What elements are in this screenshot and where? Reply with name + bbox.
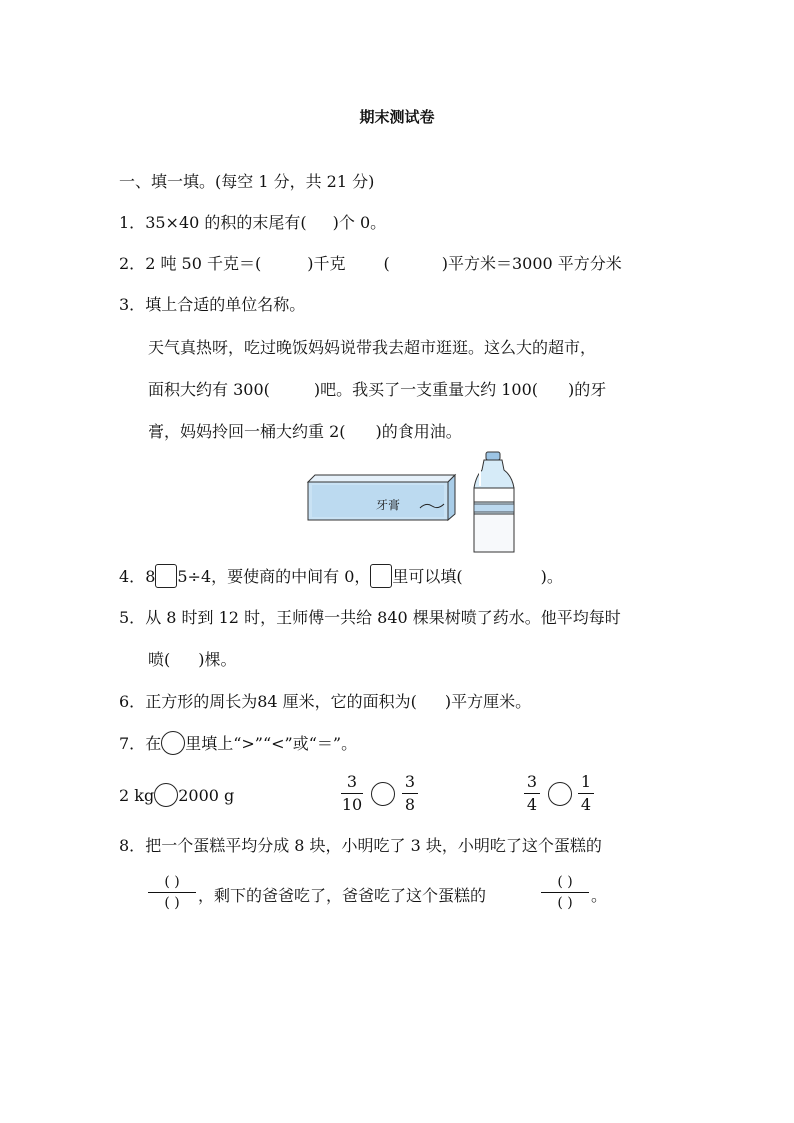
- question-1: [119, 211, 386, 235]
- comparison-circle[interactable]: [371, 782, 395, 806]
- toothpaste-label: 牙膏: [375, 498, 401, 512]
- fraction-1-4: 1 4: [578, 772, 594, 815]
- fraction-answer-blank[interactable]: ( ) ( ): [541, 874, 589, 911]
- comparison-circle[interactable]: [154, 783, 178, 807]
- question-text: )千克: [307, 254, 346, 273]
- question-3-passage-line: 天气真热呀，吃过晚饭妈妈说带我去超市逛逛。这么大的超市，: [148, 338, 597, 357]
- question-number: 4．: [119, 567, 146, 586]
- question-3: [119, 293, 305, 317]
- toothpaste-and-oil-illustration: [300, 448, 530, 556]
- question-6: 6．正方形的周长为84 厘米，它的面积为( )平方厘米。: [119, 692, 532, 711]
- page-title: 期末测试卷: [359, 108, 435, 126]
- question-8-line-2: ，剩下的爸爸吃了，爸爸吃了这个蛋糕的: [198, 886, 487, 905]
- question-number: 3．: [119, 295, 146, 314]
- question-text: 填上合适的单位名称。: [145, 295, 306, 314]
- question-8-end: 。: [591, 886, 608, 905]
- fraction-answer-blank[interactable]: ( ) ( ): [148, 874, 196, 911]
- toothpaste-box-icon: [308, 475, 455, 520]
- question-text: )平方米＝3000 平方分米: [441, 254, 622, 273]
- fraction-3-8: 3 8: [402, 772, 418, 815]
- question-3-passage-line: 膏，妈妈拎回一桶大约重 2( )的食用油。: [148, 422, 462, 441]
- question-3-passage-line: 面积大约有 300( )吧。我买了一支重量大约 100( )的牙: [148, 380, 607, 399]
- question-text: 35×40 的积的末尾有(: [145, 213, 307, 232]
- comparison-1: 2 kg 2000 g: [119, 783, 234, 808]
- circle-symbol-icon: [161, 731, 185, 755]
- question-text: (: [383, 254, 390, 273]
- question-4: 4．8 5÷4，要使商的中间有 0， 里可以填( )。: [119, 564, 563, 589]
- square-answer-box[interactable]: [155, 564, 177, 588]
- question-number: 8．: [119, 836, 146, 855]
- question-number: 7．: [119, 734, 146, 753]
- question-text: )个 0。: [332, 213, 387, 232]
- oil-bottle-icon: [474, 452, 514, 552]
- question-5-line-2: 喷( )棵。: [148, 650, 237, 669]
- fraction-3-10: 3 10: [341, 772, 363, 814]
- fraction-3-4: 3 4: [524, 772, 540, 815]
- question-number: 1．: [119, 213, 146, 232]
- question-2: [119, 252, 622, 276]
- question-8: 8．把一个蛋糕平均分成 8 块，小明吃了 3 块，小明吃了这个蛋糕的: [119, 836, 602, 855]
- comparison-circle[interactable]: [548, 782, 572, 806]
- question-text: 2 吨 50 千克＝(: [145, 254, 262, 273]
- question-5: 5．从 8 时到 12 时，王师傅一共给 840 棵果树喷了药水。他平均每时: [119, 608, 621, 627]
- section-heading: 一、填一填。(每空 1 分，共 21 分): [119, 172, 375, 191]
- question-number: 2．: [119, 254, 146, 273]
- question-number: 5．: [119, 608, 146, 627]
- question-number: 6．: [119, 692, 146, 711]
- question-7: 7．在 里填上“>”“<”或“＝”。: [119, 731, 357, 756]
- square-symbol-icon: [370, 564, 392, 588]
